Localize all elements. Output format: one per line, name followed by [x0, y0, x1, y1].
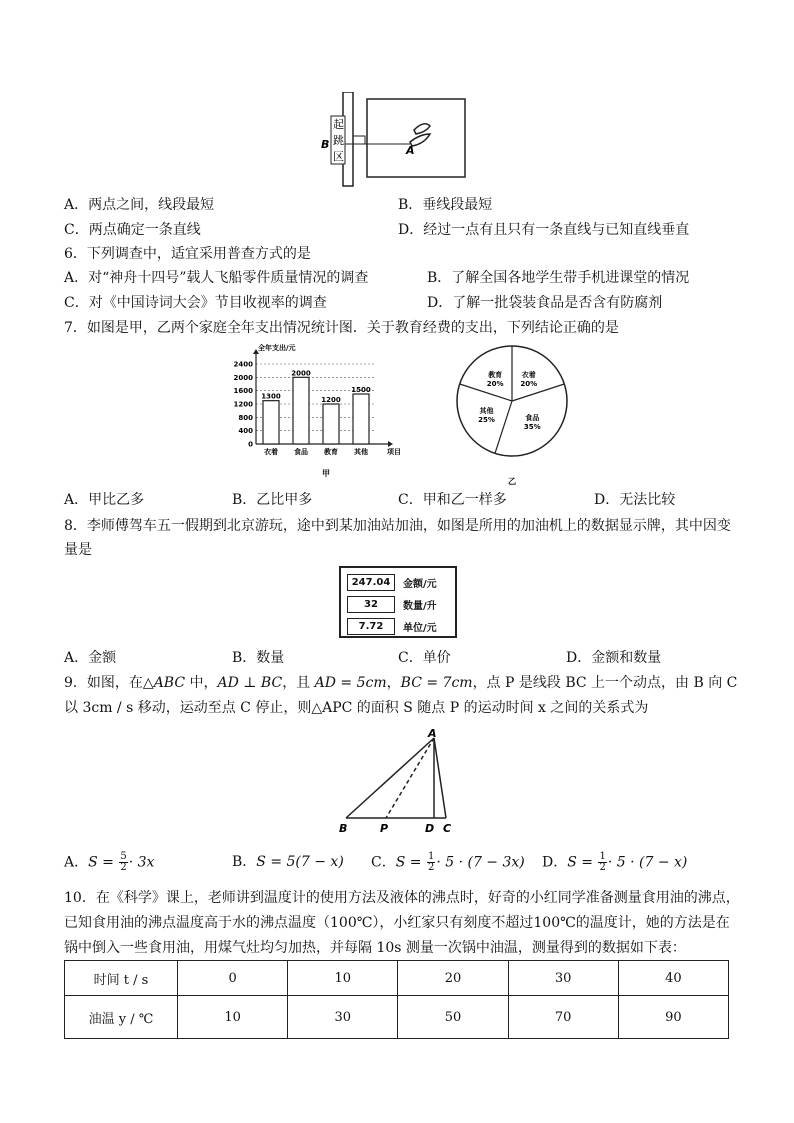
bar-chart-data-label: 1500: [351, 386, 371, 394]
fuel-label-quantity: 数量/升: [403, 600, 437, 612]
table-cell: 10: [288, 961, 398, 996]
q6-option-c: C．对《中国诗词大会》节目收视率的调查: [64, 295, 327, 311]
bar-chart-bar: [353, 394, 369, 444]
q5-option-a: A．两点之间，线段最短: [64, 197, 215, 213]
table-cell: 40: [618, 961, 728, 996]
pie-chart-slice-percent: 35%: [523, 423, 541, 432]
table-cell: 30: [288, 996, 398, 1039]
q8-option-c: C．单价: [398, 650, 451, 666]
pie-chart-slice-label: 衣着: [521, 370, 536, 379]
bar-chart-ytick: 2400: [233, 360, 253, 369]
triangle-figure: [336, 728, 462, 838]
q6-option-d: D．了解一批袋装食品是否含有防腐剂: [427, 295, 663, 311]
bar-chart-data-label: 1200: [321, 396, 341, 404]
bar-chart-ytick: 1600: [233, 387, 253, 396]
bar-chart-category-label: 食品: [294, 448, 308, 456]
bar-chart-ytick: 1200: [233, 400, 253, 409]
bar-chart-xaxis-arrow: [388, 441, 393, 447]
table-cell: 30: [508, 961, 618, 996]
q10-stem-line2: 已知食用油的沸点温度高于水的沸点温度（100℃），小红家只有刻度不超过100℃的温度计，她的方法是在: [64, 915, 730, 931]
fuel-row-quantity: [347, 593, 455, 615]
bar-chart-bar: [263, 401, 279, 444]
q9-stem-line2: 以 3cm / s 移动，运动至点 C 停止，则△APC 的面积 S 随点 P 的运动时间 x 之间的关系式为: [64, 700, 649, 716]
fuel-value-quantity: 32: [347, 596, 395, 613]
triangle-label-b: B: [339, 822, 348, 835]
q8-option-a: A．金额: [64, 650, 117, 666]
table-row-temperature: [65, 996, 729, 1039]
fuel-label-unit-price: 单位/元: [403, 622, 437, 634]
figure-label-qi: 起: [333, 118, 344, 131]
pie-chart-slice-percent: 20%: [486, 379, 504, 388]
bar-chart-bar: [323, 404, 339, 444]
table-cell: 0: [178, 961, 288, 996]
bar-chart-ytick: 2000: [233, 373, 253, 382]
q9-stem-line1: 9．如图，在△ABC 中，AD ⊥ BC，且 AD = 5cm，BC = 7cm，点 P 是线段 BC 上一个动点，由 B 向 C: [64, 675, 738, 691]
q6-stem: 6．下列调查中，适宜采用普查方式的是: [64, 246, 311, 262]
q9-option-d: D．S = $\frac{1}{2}$ · 5 · (7 − x): [542, 851, 688, 873]
q8-stem-line1: 8．李师傅驾车五一假期到北京游玩，途中到某加油站加油，如图是所用的加油机上的数据显示牌，其中因变: [64, 518, 731, 534]
q10-stem-line3: 锅中倒入一些食用油，用煤气灶均匀加热，并每隔 10s 测量一次锅中油温，测量得到的数据如下表：: [64, 940, 686, 956]
table-row-time: [65, 961, 729, 996]
temperature-table: [64, 960, 729, 1039]
table-cell: 50: [398, 996, 508, 1039]
q5-option-c: C．两点确定一条直线: [64, 222, 201, 238]
table-cell: 10: [178, 996, 288, 1039]
pie-chart-slice-percent: 20%: [520, 379, 538, 388]
bar-chart-data-label: 1300: [261, 392, 281, 401]
bar-chart-category-label: 其他: [354, 448, 368, 456]
figure-label-qu: 区: [333, 150, 344, 163]
fuel-row-unit-price: [347, 615, 455, 637]
triangle-label-d: D: [425, 822, 435, 835]
table-cell: 70: [508, 996, 618, 1039]
q5-option-d: D．经过一点有且只有一条直线与已知直线垂直: [398, 222, 690, 238]
bar-chart-category-label: 衣着: [264, 448, 278, 456]
table-header-time: 时间 t / s: [65, 961, 178, 996]
bar-chart-ytick: 0: [248, 440, 253, 449]
bar-chart-category-label: 教育: [324, 448, 338, 456]
figure-label-tiao: 跳: [333, 134, 344, 147]
triangle-label-c: C: [443, 822, 452, 835]
fuel-row-amount: [347, 571, 455, 593]
q7-option-c: C．甲和乙一样多: [398, 492, 507, 508]
bar-chart-ytick: 800: [238, 413, 253, 422]
bar-chart-ylabel: 全年支出/元: [258, 344, 296, 352]
fuel-value-amount: 247.04: [347, 574, 395, 591]
pie-chart-yi: [450, 344, 580, 489]
pie-chart-slice-percent: 25%: [478, 415, 495, 424]
fuel-display-panel: [339, 566, 457, 638]
q9-option-a: A．S = $\frac{5}{2}$ · 3x: [64, 851, 155, 873]
bar-chart-data-label: 2000: [291, 369, 311, 378]
triangle-label-a: A: [428, 728, 437, 740]
fuel-label-amount: 金额/元: [403, 578, 437, 590]
q6-option-a: A．对“神舟十四号”载人飞船零件质量情况的调查: [64, 270, 369, 286]
bar-chart-ytick: 400: [238, 427, 253, 436]
figure-label-a: A: [406, 144, 415, 157]
bar-chart-xlabel: 项目: [387, 448, 401, 456]
pie-chart-slice-label: 其他: [479, 406, 494, 415]
q7-option-d: D．无法比较: [594, 492, 676, 508]
q8-option-b: B．数量: [232, 650, 285, 666]
q7-option-a: A．甲比乙多: [64, 492, 145, 508]
pie-chart-caption: 乙: [508, 477, 516, 486]
q8-option-d: D．金额和数量: [566, 650, 662, 666]
pie-chart-slice-label: 食品: [525, 414, 540, 423]
q7-option-b: B．乙比甲多: [232, 492, 313, 508]
fuel-value-unit-price: 7.72: [347, 618, 395, 635]
figure-label-b: B: [321, 138, 330, 151]
triangle-label-p: P: [380, 822, 389, 835]
q8-stem-line2: 量是: [64, 542, 92, 558]
table-header-temperature: 油温 y / ℃: [65, 996, 178, 1039]
pie-chart-slice-label: 教育: [488, 370, 503, 379]
q7-stem: 7．如图是甲，乙两个家庭全年支出情况统计图．关于教育经费的支出，下列结论正确的是: [64, 320, 619, 336]
q9-option-b: B．S = 5(7 − x): [232, 854, 344, 870]
table-cell: 90: [618, 996, 728, 1039]
long-jump-figure: [318, 92, 468, 190]
table-cell: 20: [398, 961, 508, 996]
q10-stem-line1: 10．在《科学》课上，老师讲到温度计的使用方法及液体的沸点时，好奇的小红同学准备测量食用油的沸点，: [64, 890, 740, 906]
q5-option-b: B．垂线段最短: [398, 197, 493, 213]
q9-option-c: C．S = $\frac{1}{2}$ · 5 · (7 − 3x): [371, 851, 525, 873]
bar-chart-caption: 甲: [322, 469, 330, 478]
q6-option-b: B．了解全国各地学生带手机进课堂的情况: [427, 270, 690, 286]
bar-chart-bar: [293, 377, 309, 444]
bar-chart-jia: [228, 340, 408, 488]
